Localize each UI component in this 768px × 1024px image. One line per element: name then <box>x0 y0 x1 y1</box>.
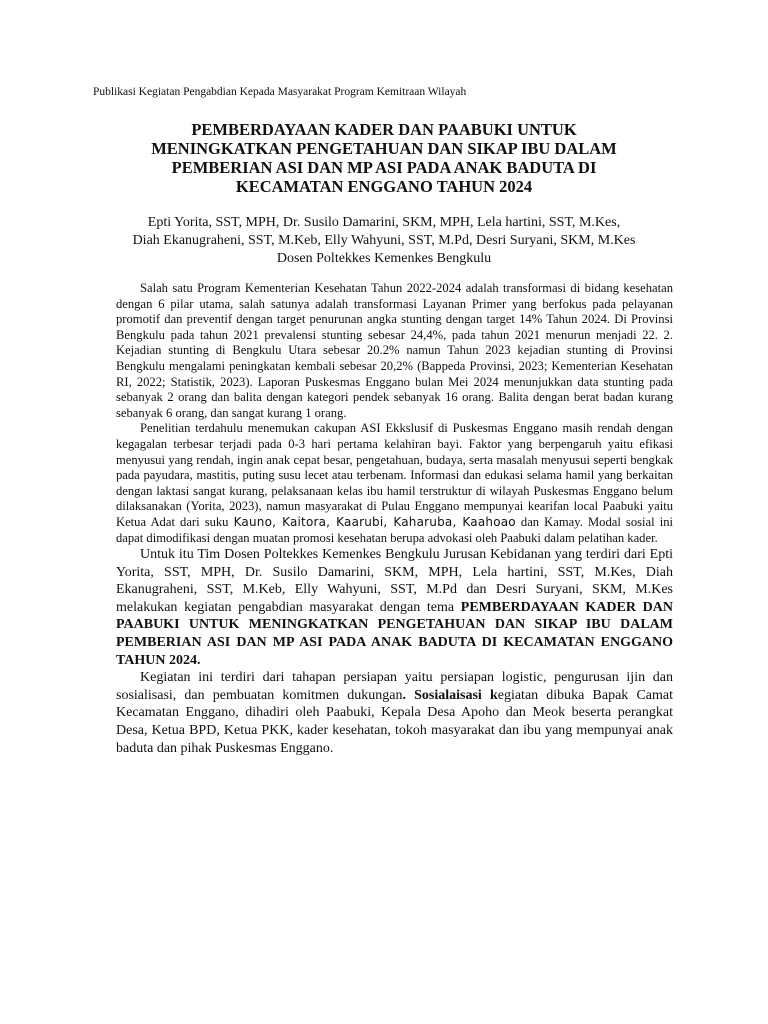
title-line: MENINGKATKAN PENGETAHUAN DAN SIKAP IBU DALAM <box>151 139 617 158</box>
paragraph-text: Untuk itu Tim Dosen Poltekkes Kemenkes Bengkulu Jurusan Kebidanan yang terdiri dari Epti Yorita, SST, MPH, Dr. Susilo Damarini, SKM, MPH, Lela hartini, SST, M.Kes, Diah Ekanugraheni, SST, M.Keb, Elly Wahyuni, SST, M.Pd dan Desri Suryani, SKM, M.Kes melakukan kegiatan pengabdian masyarakat dengan tema <box>116 547 673 615</box>
author-affiliation: Dosen Poltekkes Kemenkes Bengkulu <box>276 251 492 266</box>
paragraph-background: Salah satu Program Kementerian Kesehatan Tahun 2022-2024 adalah transformasi di bidang kesehatan dengan 6 pilar utama, salah satunya adalah transformasi Layanan Primer yang berfokus pada pelayanan promotif dan preventif dengan target penurunan angka stunting dengan target 14% Tahun 2024. Di Provinsi Bengkulu pada tahun 2021 prevalensi stunting sebesar 24,4%, pada tahun 2021 menurun menjadi 22. 2. Kejadian stunting di Bengkulu Utara sebesar 20.2% namun Tahun 2023 kejadian stunting di Provinsi Bengkulu mengalami peningkatan kembali sebesar 20,2% (Bappeda Provinsi, 2023; Kementerian Kesehatan RI, 2022; Statistik, 2023). Laporan Puskesmas Enggano bulan Mei 2024 menunjukkan data stunting pada sebanyak 2 orang dan balita dengan kategori pendek sebanyak 16 orang. Balita dengan berat badan kurang sebanyak 6 orang, dan sangat kurang 1 orang. <box>116 281 673 420</box>
tribe-names: Kauno, Kaitora, Kaarubi, Kaharuba, Kaahoao <box>233 514 516 529</box>
paragraph-team <box>116 546 673 669</box>
paragraph-text: Penelitian terdahulu menemukan cakupan ASI Ekkslusif di Puskesmas Enggano masih rendah dengan kegagalan terbesar terjadi pada 0-3 hari pertama kelahiran bayi. Faktor yang berpengaruh yaitu efikasi menyusui yang rendah, ingin anak cepat besar, pengetahuan, budaya, serta masalah menyusui seperti bengkak pada payudara, mastitis, puting susu lecet atau terbenam. Informasi dan edukasi selama hamil yang berkaitan dengan laktasi sangat kurang, pelaksanaan kelas ibu hamil terstruktur di wilayah Puskesmas Enggano belum dilaksanakan (Yorita, 2023), namun masyarakat di Pulau Enggano mempunyai kearifan local Paabuki yaitu Ketua Adat dari suku <box>116 421 673 529</box>
title-line: PEMBERIAN ASI DAN MP ASI PADA ANAK BADUTA DI <box>171 158 597 177</box>
activity-theme: PEMBERDAYAAN KADER DAN PAABUKI UNTUK MENINGKATKAN PENGETAHUAN DAN SIKAP IBU DALAM PEMBERIAN ASI DAN MP ASI PADA ANAK BADUTA DI KECAMATAN ENGGANO TAHUN 2024. <box>116 599 673 668</box>
body-text <box>116 281 673 757</box>
document-title <box>100 120 668 196</box>
paragraph-prior-research <box>116 421 673 546</box>
author-block <box>90 214 678 268</box>
title-line: PEMBERDAYAAN KADER DAN PAABUKI UNTUK <box>191 120 577 139</box>
bold-text: . Sosialaisasi k <box>402 687 498 703</box>
publication-header: Publikasi Kegiatan Pengabdian Kepada Masyarakat Program Kemitraan Wilayah <box>93 86 467 98</box>
paragraph-text: Kegiatan ini terdiri dari tahapan persiapan yaitu persiapan logistic, pengurusan ijin dan sosialisasi, dan pembuatan komitmen dukungan <box>116 670 673 703</box>
title-line: KECAMATAN ENGGANO TAHUN 2024 <box>235 177 533 196</box>
paragraph-text: egiatan dibuka Bapak Camat Kecamatan Enggano, dihadiri oleh Paabuki, Kepala Desa Apoho dan Meok beserta perangkat Desa, Ketua BPD, Ketua PKK, kader kesehatan, tokoh masyarakat dan ibu yang mempunyai anak baduta dan pihak Puskesmas Enggano. <box>116 687 673 756</box>
paragraph-activities <box>116 669 673 757</box>
author-line: Diah Ekanugraheni, SST, M.Keb, Elly Wahyuni, SST, M.Pd, Desri Suryani, SKM, M.Kes <box>132 233 636 248</box>
author-line: Epti Yorita, SST, MPH, Dr. Susilo Damarini, SKM, MPH, Lela hartini, SST, M.Kes, <box>147 215 621 230</box>
paragraph-text: dan Kamay. Modal sosial ini dapat dimodifikasi dengan muatan promosi kesehatan berupa advokasi oleh Paabuki dalam pelatihan kader. <box>116 514 673 545</box>
